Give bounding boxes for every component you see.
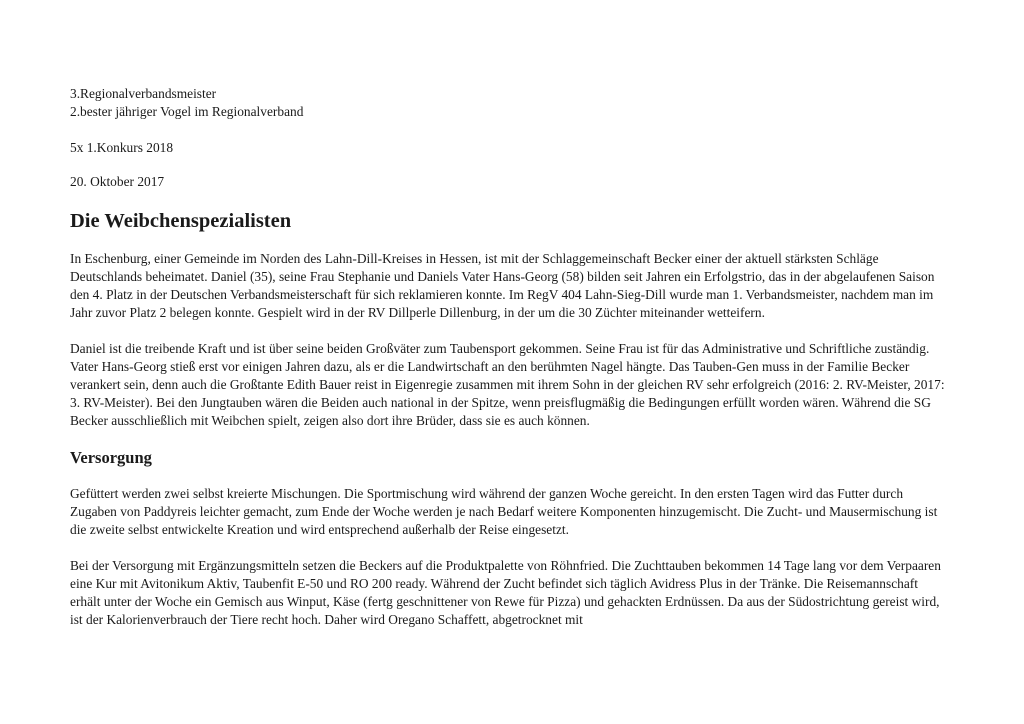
meta-line-regionalverbandsmeister: 3.Regionalverbandsmeister: [70, 86, 217, 101]
article-paragraph: In Eschenburg, einer Gemeinde im Norden des Lahn-Dill-Kreises in Hessen, ist mit der Schlaggemeinschaft Becker einer der aktuell stärksten Schläge Deutschlands beheimatet. Daniel (35), seine Frau Stephanie und Daniels Vater Hans-Georg (58) bilden seit Jahren ein Erfolgstrio, das in der abgelaufenen Saison den 4. Platz in der Deutschen Verbandsmeisterschaft für sich reklamieren konnte. Im RegV 404 Lahn-Sieg-Dill wurde man 1. Verbandsmeister, nachdem man im Jahr zuvor Platz 2 belegen konnte. Gespielt wird in der RV Dillperle Dillenburg, in der um die 30 Züchter miteinander wetteifern.: [70, 251, 935, 320]
article-date: 20. Oktober 2017: [70, 174, 165, 189]
section-heading-versorgung: Versorgung: [70, 448, 152, 467]
article-paragraph: Daniel ist die treibende Kraft und ist über seine beiden Großväter zum Taubensport gekommen. Seine Frau ist für das Administrative und Schriftliche zuständig. Vater Hans-Georg stieß erst vor einigen Jahren dazu, als er die Landwirtschaft an den berühmten Nagel hängte. Das Tauben-Gen muss in der Familie Becker verankert sein, denn auch die Großtante Edith Bauer reist in Eigenregie zusammen mit ihrem Sohn in der gleichen RV sehr erfolgreich (2016: 2. RV-Meister, 2017: 3. RV-Meister). Bei den Jungtauben wären die Beiden auch national in der Spitze, wenn preisflugmäßig die Bedingungen erfüllt worden wären. Während die SG Becker ausschließlich mit Weibchen spielt, zeigen also dort ihre Brüder, dass sie es auch können.: [70, 341, 945, 428]
section-paragraph: Gefüttert werden zwei selbst kreierte Mischungen. Die Sportmischung wird während der ganzen Woche gereicht. In den ersten Tagen wird das Futter durch Zugaben von Paddyreis leichter gemacht, zum Ende der Woche werden je nach Bedarf weitere Komponenten hinzugemischt. Die Zucht- und Mausermischung ist die zweite selbst entwickelte Kreation und wird entsprechend außerhalb der Reise eingesetzt.: [70, 486, 938, 537]
meta-line-konkurs: 5x 1.Konkurs 2018: [70, 140, 174, 155]
article-title: Die Weibchenspezialisten: [70, 210, 292, 232]
section-paragraph: Bei der Versorgung mit Ergänzungsmitteln setzen die Beckers auf die Produktpalette von Röhnfried. Die Zuchttauben bekommen 14 Tage lang vor dem Verpaaren eine Kur mit Avitonikum Aktiv, Taubenfit E-50 und RO 200 ready. Während der Zucht befindet sich täglich Avidress Plus in der Tränke. Die Reisemannschaft erhält unter der Woche ein Gemisch aus Winput, Käse (fertg geschnittener von Rewe für Pizza) und gehackten Erdnüssen. Da aus der Südostrichtung gereist wird, ist der Kalorienverbrauch der Tiere recht hoch. Daher wird Oregano Schaffett, abgetrocknet mit: [70, 558, 941, 627]
document-page: [70, 85, 950, 629]
meta-line-bester-vogel: 2.bester jähriger Vogel im Regionalverband: [70, 104, 304, 119]
